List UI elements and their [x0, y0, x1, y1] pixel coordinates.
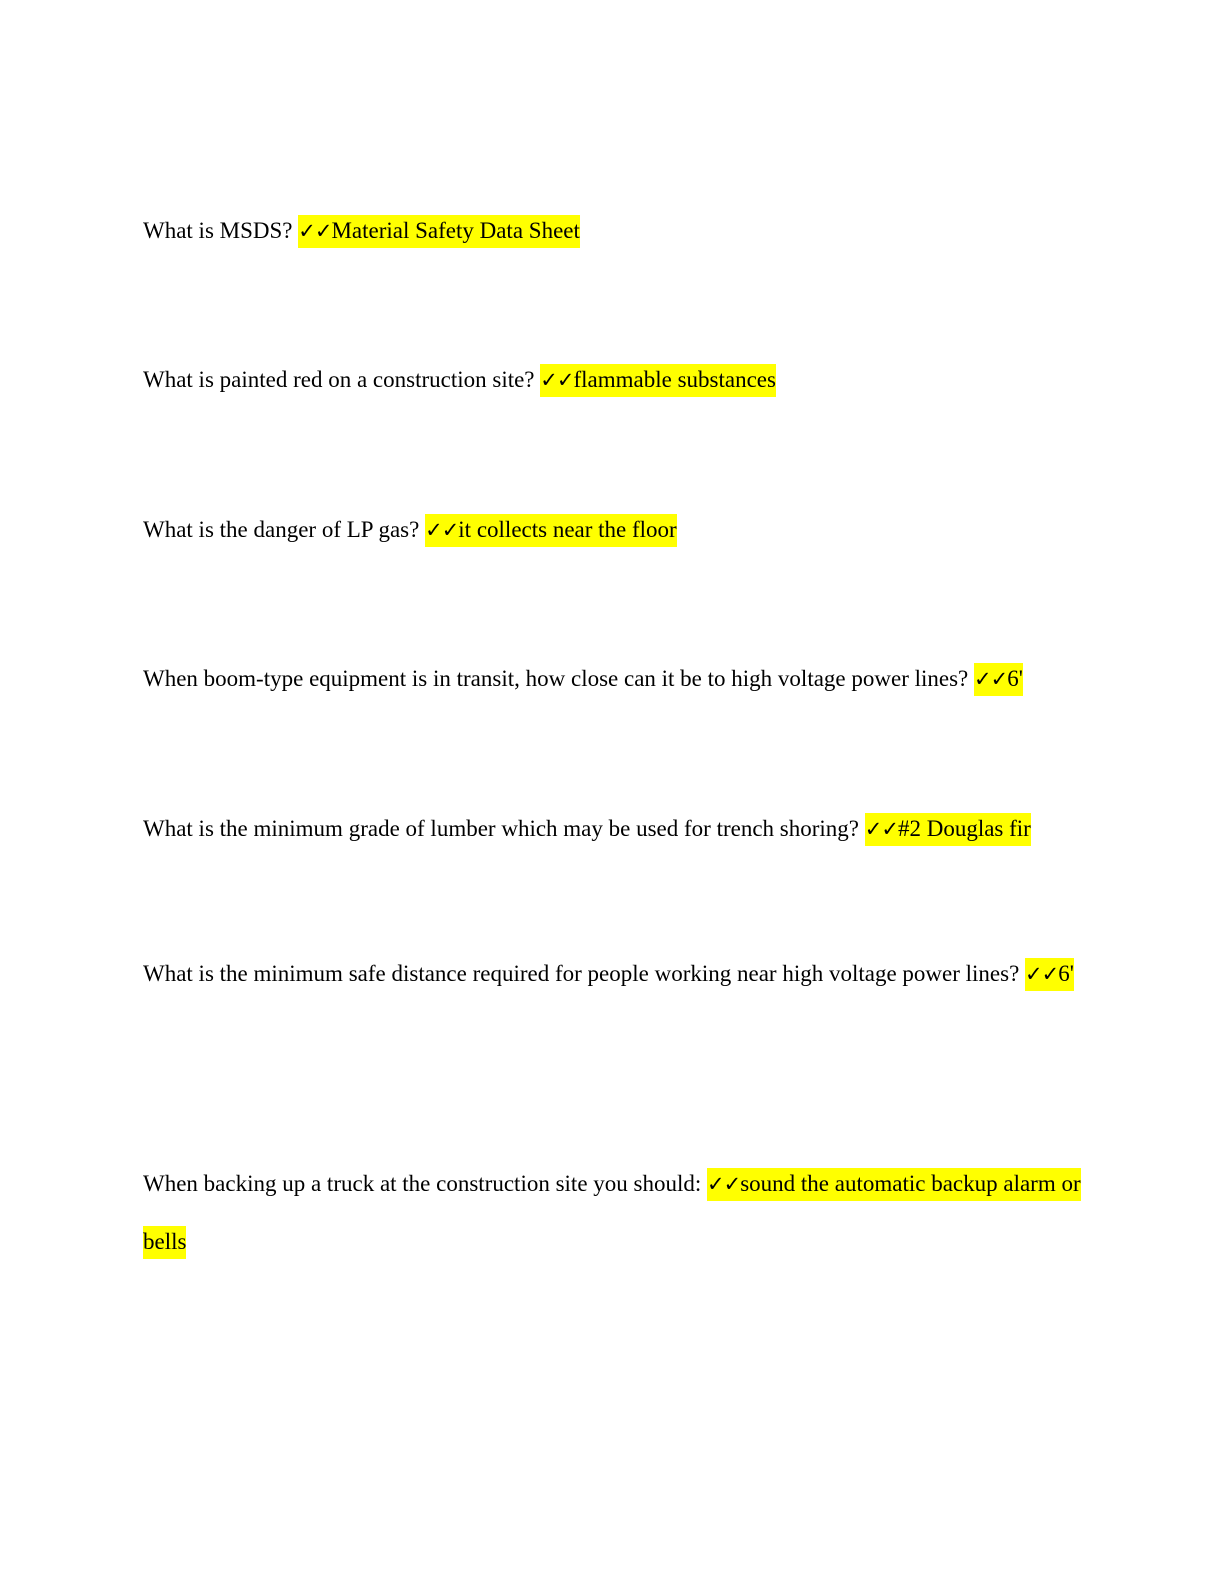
qa-item: [143, 945, 1083, 1003]
double-check-icon: ✓✓: [974, 667, 1008, 691]
double-check-icon: ✓✓: [864, 817, 898, 841]
double-check-icon: ✓✓: [540, 368, 574, 392]
double-check-icon: ✓✓: [1025, 962, 1059, 986]
question-text: What is the minimum safe distance required for people working near high voltage power lines?: [143, 961, 1026, 986]
answer-text: flammable substances: [573, 367, 776, 392]
answer-highlight: [540, 364, 776, 397]
answer-text: sound the automatic backup alarm or bells: [143, 1171, 1081, 1254]
answer-highlight: [865, 813, 1031, 846]
qa-item: [143, 650, 1083, 708]
double-check-icon: ✓✓: [298, 219, 332, 243]
qa-item: [143, 501, 1083, 559]
double-check-icon: ✓✓: [425, 518, 459, 542]
answer-highlight: [1025, 958, 1074, 991]
double-check-icon: ✓✓: [707, 1172, 741, 1196]
answer-text: #2 Douglas fir: [897, 816, 1031, 841]
answer-highlight: [974, 663, 1023, 696]
question-text: What is painted red on a construction site?: [143, 367, 541, 392]
qa-item: [143, 1155, 1083, 1271]
question-text: When backing up a truck at the construction site you should:: [143, 1171, 708, 1196]
qa-item: [143, 800, 1083, 858]
question-text: When boom-type equipment is in transit, how close can it be to high voltage power lines?: [143, 666, 974, 691]
qa-item: [143, 202, 1083, 260]
answer-text: Material Safety Data Sheet: [331, 218, 580, 243]
answer-text: 6': [1007, 666, 1023, 691]
question-text: What is the danger of LP gas?: [143, 517, 426, 542]
question-text: What is MSDS?: [143, 218, 299, 243]
answer-text: 6': [1058, 961, 1074, 986]
qa-item: [143, 351, 1083, 409]
answer-highlight: [425, 514, 677, 547]
answer-highlight: [298, 215, 580, 248]
question-text: What is the minimum grade of lumber which may be used for trench shoring?: [143, 816, 865, 841]
answer-text: it collects near the floor: [458, 517, 677, 542]
